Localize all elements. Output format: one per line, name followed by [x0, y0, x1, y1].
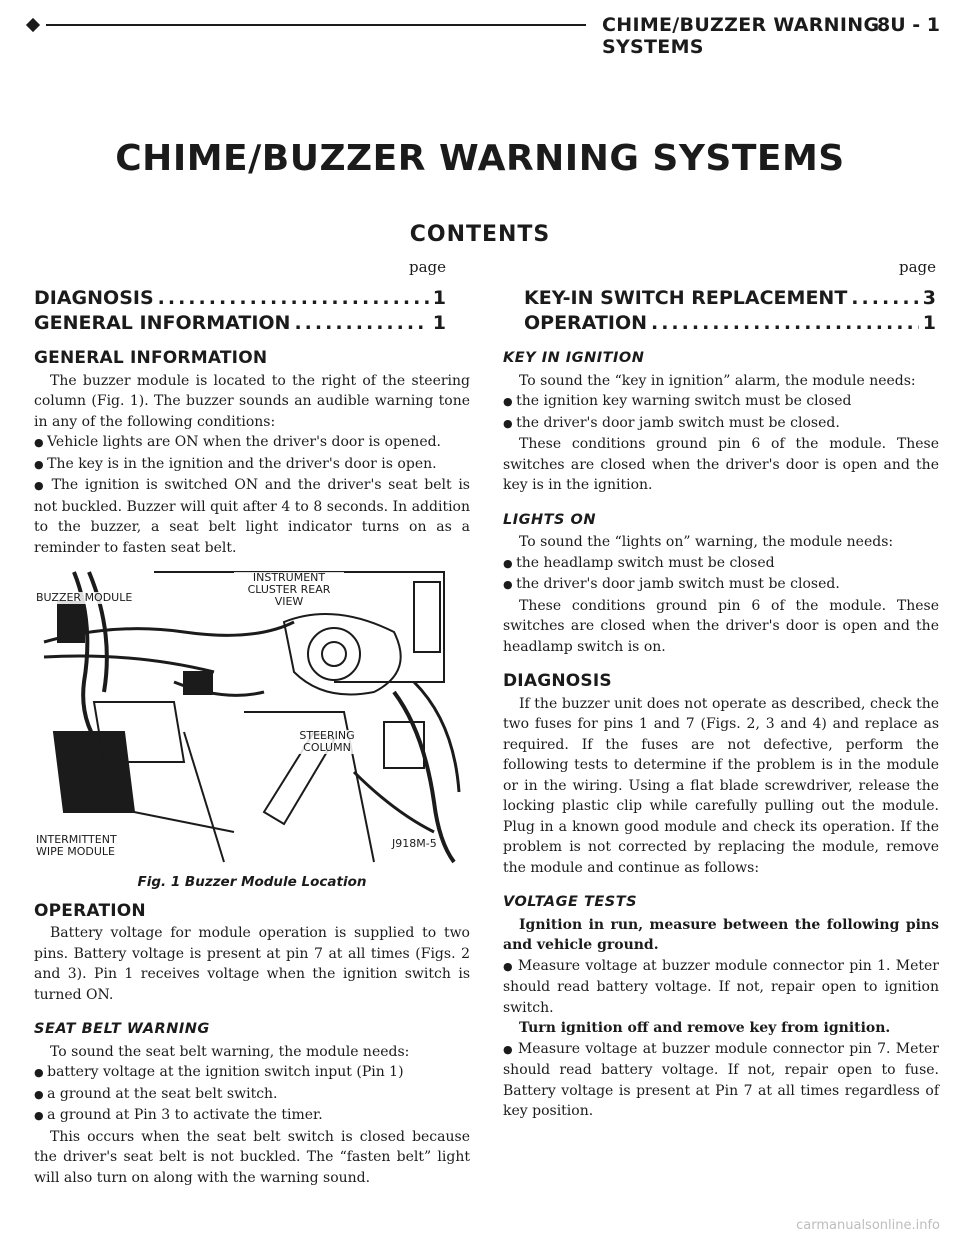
general-information-intro: The buzzer module is located to the right of the steering column (Fig. 1). The buzzer sounds an audible warning tone in any of the following conditions: [34, 372, 470, 430]
toc-entry-general-information[interactable] [34, 311, 446, 336]
toc-leader [651, 311, 919, 336]
label-intermittent-wipe-module: INTERMITTENT WIPE MODULE [36, 834, 146, 858]
toc-entry-page: 3 [922, 287, 936, 309]
running-header [28, 14, 940, 58]
left-column [34, 348, 470, 1188]
toc-entry-diagnosis[interactable] [34, 286, 446, 311]
voltage-tests-bullet: ● Measure voltage at buzzer module connector pin 1. Meter should read battery voltage. If not, repair open to ignition switch. [503, 956, 939, 1019]
key-in-ignition-text: These conditions ground pin 6 of the module. These switches are closed when the driver's door is open and the key is in the ignition. [503, 436, 939, 493]
seat-belt-warning-intro: To sound the seat belt warning, the module needs: [50, 1043, 410, 1060]
toc-entry-label: GENERAL INFORMATION [34, 312, 291, 334]
site-watermark: carmanualsonline.info [796, 1218, 940, 1233]
toc-leader [851, 286, 918, 311]
label-instrument-cluster: INSTRUMENT CLUSTER REAR VIEW [234, 572, 344, 608]
general-information-bullet: ● Vehicle lights are ON when the driver's door is opened. [34, 432, 470, 454]
voltage-tests-step: Ignition in run, measure between the following pins and vehicle ground. [503, 916, 939, 953]
key-in-ignition-bullet: ● the driver's door jamb switch must be closed. [503, 413, 939, 435]
label-steering-column: STEERING COLUMN [292, 730, 362, 754]
toc-entry-page: 1 [432, 287, 446, 309]
figure-code: J918M-5 [392, 837, 437, 850]
running-title: CHIME/BUZZER WARNING SYSTEMS [602, 14, 880, 58]
lights-on-bullet: ● the headlamp switch must be closed [503, 553, 939, 575]
lights-on-heading: LIGHTS ON [503, 511, 597, 528]
right-column [503, 348, 939, 1122]
general-information-bullet: ● The ignition is switched ON and the driver's seat belt is not buckled. Buzzer will quit after 4 to 8 seconds. In addition to the buzzer, a seat belt light indicator turns on as a reminder to fasten seat belt. [34, 475, 470, 558]
toc-leader [158, 286, 429, 311]
toc-entry-operation[interactable] [524, 311, 936, 336]
seat-belt-warning-heading: SEAT BELT WARNING [34, 1021, 210, 1037]
seat-belt-warning-text: This occurs when the seat belt switch is closed because the driver's seat belt is not buckled. The “fasten belt” light will also turn on along with the warning sound. [34, 1128, 470, 1186]
general-information-bullet: ● The key is in the ignition and the driver's door is open. [34, 454, 470, 476]
key-in-ignition-intro: To sound the “key in ignition” alarm, the module needs: [519, 372, 916, 389]
general-information-heading: GENERAL INFORMATION [34, 348, 268, 368]
toc-entry-label: KEY-IN SWITCH REPLACEMENT [524, 287, 848, 309]
toc-right [524, 258, 936, 336]
toc-page-label: page [898, 258, 936, 276]
operation-heading: OPERATION [34, 900, 146, 921]
label-buzzer-module: BUZZER MODULE [36, 591, 133, 604]
toc-left [34, 258, 446, 336]
key-in-ignition-bullet: ● the ignition key warning switch must be closed [503, 391, 939, 413]
toc-entry-page: 1 [432, 312, 446, 334]
diagnosis-heading: DIAGNOSIS [503, 671, 612, 691]
seat-belt-warning-bullet: ● a ground at the seat belt switch. [34, 1084, 470, 1106]
page-number: 8U - 1 [877, 14, 940, 36]
toc-entry-label: DIAGNOSIS [34, 287, 154, 309]
voltage-tests-step: Turn ignition off and remove key from ignition. [519, 1020, 891, 1036]
operation-text: Battery voltage for module operation is supplied to two pins. Battery voltage is present at pin 7 at all times (Figs. 2 and 3). Pin 1 receives voltage when the ignition switch is turned ON. [34, 925, 470, 1003]
voltage-tests-heading: VOLTAGE TESTS [503, 894, 638, 910]
lights-on-text: These conditions ground pin 6 of the module. These switches are closed when the driver's door is open and the headlamp switch is on. [503, 597, 939, 655]
toc-entry-key-in-switch-replacement[interactable] [524, 286, 936, 311]
toc-entry-label: OPERATION [524, 312, 647, 334]
buzzer-module-figure [34, 562, 470, 868]
header-rule [46, 24, 586, 26]
voltage-tests-bullet: ● Measure voltage at buzzer module connector pin 7. Meter should read battery voltage. If not, repair open to fuse. Battery voltage is present at Pin 7 at all times regardless of key position. [503, 1039, 939, 1122]
lights-on-intro: To sound the “lights on” warning, the module needs: [519, 534, 894, 550]
figure-caption: Fig. 1 Buzzer Module Location [137, 874, 367, 890]
diamond-icon [26, 18, 40, 32]
lights-on-bullet: ● the driver's door jamb switch must be closed. [503, 574, 939, 596]
chapter-title: CHIME/BUZZER WARNING SYSTEMS [115, 138, 845, 179]
toc-page-label: page [408, 258, 446, 276]
key-in-ignition-heading: KEY IN IGNITION [503, 350, 645, 366]
seat-belt-warning-bullet: ● battery voltage at the ignition switch input (Pin 1) [34, 1062, 470, 1084]
contents-heading: CONTENTS [409, 222, 551, 247]
toc-entry-page: 1 [922, 312, 936, 334]
toc-leader [294, 311, 428, 336]
seat-belt-warning-bullet: ● a ground at Pin 3 to activate the timer. [34, 1105, 470, 1127]
diagnosis-text: If the buzzer unit does not operate as described, check the two fuses for pins 1 and 7 (Figs. 2, 3 and 4) and replace as required. If the fuses are not defective, perform the following tests to determine if the problem is in the module or in the wiring. Using a flat blade screwdriver, release the locking plastic clip while carefully pulling out the module. Plug in a known good module and check its operation. If the problem is not corrected by replacing the module, remove the module and continue as follows: [503, 695, 939, 876]
